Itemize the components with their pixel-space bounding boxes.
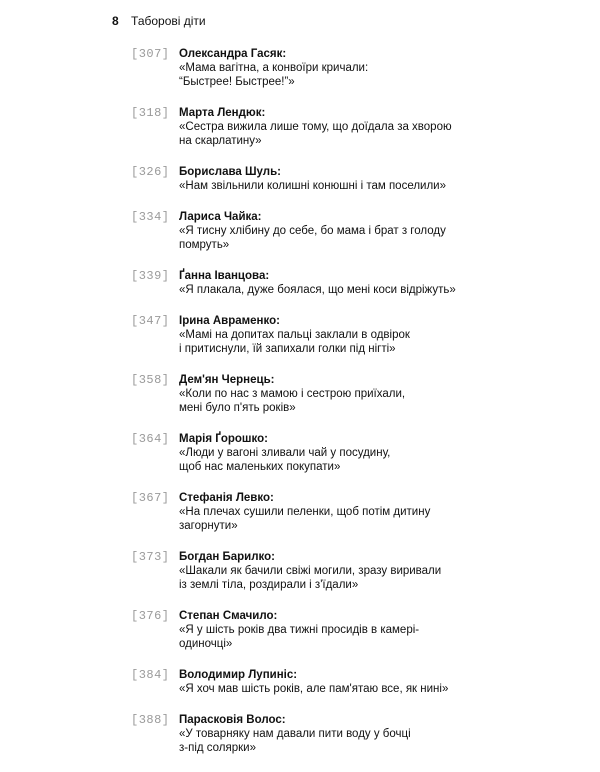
entry-reference: [358] — [131, 373, 170, 387]
entry-quote: «На плечах сушили пеленки, щоб потім дитину загорнути» — [179, 506, 431, 532]
entry-reference: [339] — [131, 269, 170, 283]
page-number: 8 — [112, 14, 119, 28]
testimony-list — [131, 47, 491, 772]
entry-name: Степан Смачило: — [179, 610, 278, 622]
testimony-entry — [131, 314, 491, 373]
entry-name: Парасковія Волос: — [179, 714, 286, 726]
entry-quote: «Мамі на допитах пальці заклали в одвірок і притиснули, їй запихали голки під нігті» — [179, 329, 410, 355]
entry-name: Борислава Шуль: — [179, 166, 281, 178]
entry-quote: «Мама вагітна, а конвоїри кричали: “Быстрее! Быстрее!”» — [179, 62, 369, 88]
entry-name: Марія Ґорошко: — [179, 433, 268, 445]
entry-name: Марта Лендюк: — [179, 107, 266, 119]
entry-name: Стефанія Левко: — [179, 492, 274, 504]
entry-reference: [307] — [131, 47, 170, 61]
entry-quote: «Люди у вагоні зливали чай у посудину, щоб нас маленьких покупати» — [179, 447, 391, 473]
entry-name: Дем'ян Чернець: — [179, 374, 275, 386]
entry-name: Богдан Барилко: — [179, 551, 275, 563]
testimony-entry — [131, 609, 491, 668]
testimony-entry — [131, 210, 491, 269]
running-header — [112, 14, 206, 28]
entry-reference: [376] — [131, 609, 170, 623]
entry-quote: «Коли по нас з мамою і сестрою приїхали, мені було п'ять років» — [179, 388, 406, 414]
entry-quote: «Нам звільнили колишні конюшні і там поселили» — [179, 180, 446, 192]
testimony-entry — [131, 269, 491, 314]
entry-name: Ґанна Іванцова: — [179, 270, 270, 282]
entry-quote: «Шакали як бачили свіжі могили, зразу виривали із землі тіла, роздирали і з'їдали» — [179, 565, 442, 591]
testimony-entry — [131, 713, 491, 772]
testimony-entry — [131, 106, 491, 165]
testimony-entry — [131, 373, 491, 432]
entry-reference: [347] — [131, 314, 170, 328]
entry-reference: [367] — [131, 491, 170, 505]
entry-reference: [364] — [131, 432, 170, 446]
testimony-entry — [131, 432, 491, 491]
entry-quote: «У товарняку нам давали пити воду у бочці з-під солярки» — [179, 728, 411, 754]
entry-reference: [334] — [131, 210, 170, 224]
testimony-entry — [131, 550, 491, 609]
entry-quote: «Я у шість років два тижні просидів в камері- одиночці» — [179, 624, 420, 650]
entry-name: Олександра Гасяк: — [179, 48, 287, 60]
entry-quote: «Я хоч мав шість років, але пам'ятаю все, як нині» — [179, 683, 449, 695]
testimony-entry — [131, 668, 491, 713]
entry-name: Володимир Лупиніс: — [179, 669, 298, 681]
entry-quote: «Я плакала, дуже боялася, що мені коси відріжуть» — [179, 284, 456, 296]
entry-quote: «Я тисну хлібину до себе, бо мама і брат з голоду помруть» — [179, 225, 446, 251]
entry-reference: [384] — [131, 668, 170, 682]
running-title: Таборові діти — [131, 14, 206, 28]
entry-reference: [388] — [131, 713, 170, 727]
entry-name: Ірина Авраменко: — [179, 315, 280, 327]
entry-reference: [318] — [131, 106, 170, 120]
testimony-entry — [131, 47, 491, 106]
testimony-entry — [131, 165, 491, 210]
entry-name: Лариса Чайка: — [179, 211, 262, 223]
entry-reference: [373] — [131, 550, 170, 564]
testimony-entry — [131, 491, 491, 550]
entry-quote: «Сестра вижила лише тому, що доїдала за хворою на скарлатину» — [179, 121, 452, 147]
entry-reference: [326] — [131, 165, 170, 179]
